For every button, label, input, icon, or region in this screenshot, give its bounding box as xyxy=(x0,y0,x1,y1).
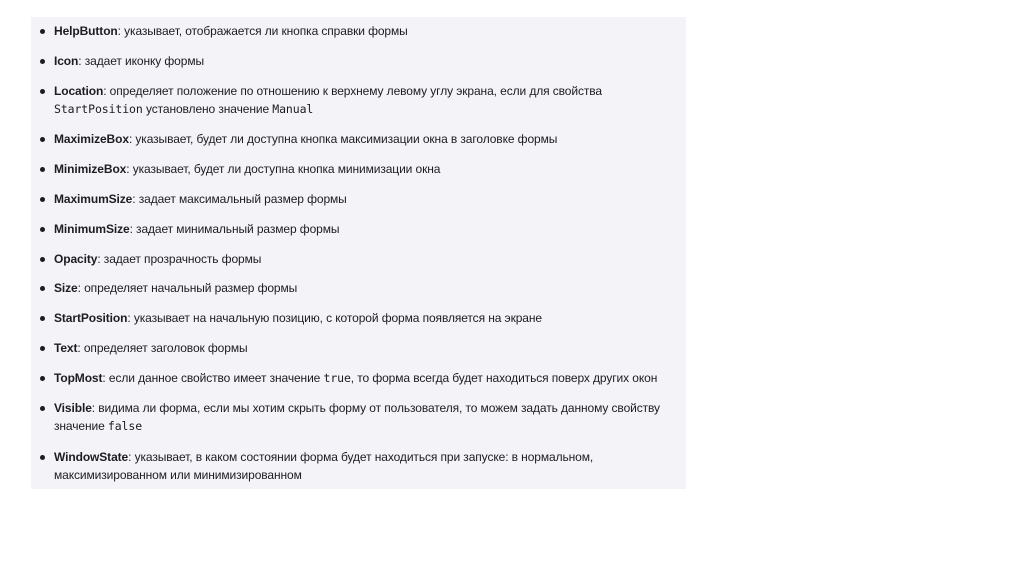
code-value: false xyxy=(107,419,143,433)
bullet-icon xyxy=(40,137,45,142)
item-text xyxy=(54,160,671,178)
list-item-minimizebox xyxy=(31,160,671,178)
code-value: true xyxy=(323,371,351,385)
property-description: : задает максимальный размер формы xyxy=(132,192,347,206)
property-name: MaximumSize xyxy=(54,192,133,206)
bullet-icon xyxy=(40,286,45,291)
property-name: TopMost xyxy=(54,371,103,385)
list-item-text xyxy=(31,339,671,357)
property-name: Text xyxy=(54,341,78,355)
list-item-maximizebox xyxy=(31,130,671,148)
item-text xyxy=(54,399,671,435)
bullet-icon xyxy=(40,227,45,232)
bullet-icon xyxy=(40,167,45,172)
item-text xyxy=(54,279,671,297)
property-name: Visible xyxy=(54,401,92,415)
list-item-startposition xyxy=(31,309,671,327)
item-text xyxy=(54,448,621,484)
bullet-icon xyxy=(40,455,45,460)
item-text xyxy=(54,82,671,118)
property-description: : указывает, будет ли доступна кнопка максимизации окна в заголовке формы xyxy=(128,132,558,146)
property-name: Opacity xyxy=(54,252,98,266)
list-item-opacity xyxy=(31,250,671,268)
bullet-icon xyxy=(40,346,45,351)
item-text xyxy=(54,250,671,268)
bullet-icon xyxy=(40,376,45,381)
property-description: : указывает, в каком состоянии форма будет находиться при запуске: в нормальном, максимизированном или минимизированном xyxy=(54,450,594,482)
list-item-minimumsize xyxy=(31,220,671,238)
property-description: : задает иконку формы xyxy=(78,54,205,68)
list-item-topmost xyxy=(31,369,671,387)
bullet-icon xyxy=(40,257,45,262)
property-name: HelpButton xyxy=(54,24,118,38)
item-text xyxy=(54,52,671,70)
code-value: StartPosition xyxy=(54,102,143,116)
item-text xyxy=(54,369,671,387)
item-text xyxy=(54,190,671,208)
property-name: Icon xyxy=(54,54,79,68)
property-description: : указывает, отображается ли кнопка справки формы xyxy=(117,24,408,38)
property-list-panel xyxy=(31,17,686,489)
bullet-icon xyxy=(40,29,45,34)
property-description: : определяет заголовок формы xyxy=(77,341,248,355)
property-description: : указывает, будет ли доступна кнопка минимизации окна xyxy=(126,162,441,176)
property-name: MaximizeBox xyxy=(54,132,129,146)
property-description: : задает прозрачность формы xyxy=(97,252,262,266)
property-description-cont: установлено значение xyxy=(142,102,273,116)
bullet-icon xyxy=(40,59,45,64)
property-name: Location xyxy=(54,84,104,98)
property-description: : определяет положение по отношению к верхнему левому углу экрана, если для свойства xyxy=(103,84,602,98)
property-name: StartPosition xyxy=(54,311,128,325)
property-name: WindowState xyxy=(54,450,129,464)
property-description: : определяет начальный размер формы xyxy=(77,281,298,295)
item-text xyxy=(54,309,671,327)
list-item-location xyxy=(31,82,671,118)
list-item-helpbutton xyxy=(31,22,671,40)
property-description: : видима ли форма, если мы хотим скрыть форму от пользователя, то можем задать данному свойству значение xyxy=(54,401,660,433)
list-item-visible xyxy=(31,399,671,435)
property-description: : задает минимальный размер формы xyxy=(129,222,340,236)
property-name: MinimumSize xyxy=(54,222,130,236)
list-item-size xyxy=(31,279,671,297)
item-text xyxy=(54,130,671,148)
item-text xyxy=(54,22,671,40)
bullet-icon xyxy=(40,89,45,94)
code-value: Manual xyxy=(272,102,314,116)
property-name: Size xyxy=(54,281,78,295)
property-description: : указывает на начальную позицию, с которой форма появляется на экране xyxy=(127,311,542,325)
bullet-icon xyxy=(40,316,45,321)
list-item-windowstate xyxy=(31,448,621,484)
list-item-icon xyxy=(31,52,671,70)
item-text xyxy=(54,339,671,357)
property-description-cont: , то форма всегда будет находиться поверх других окон xyxy=(350,371,658,385)
property-description: : если данное свойство имеет значение xyxy=(102,371,324,385)
property-name: MinimizeBox xyxy=(54,162,127,176)
list-item-maximumsize xyxy=(31,190,671,208)
bullet-icon xyxy=(40,197,45,202)
bullet-icon xyxy=(40,406,45,411)
item-text xyxy=(54,220,671,238)
